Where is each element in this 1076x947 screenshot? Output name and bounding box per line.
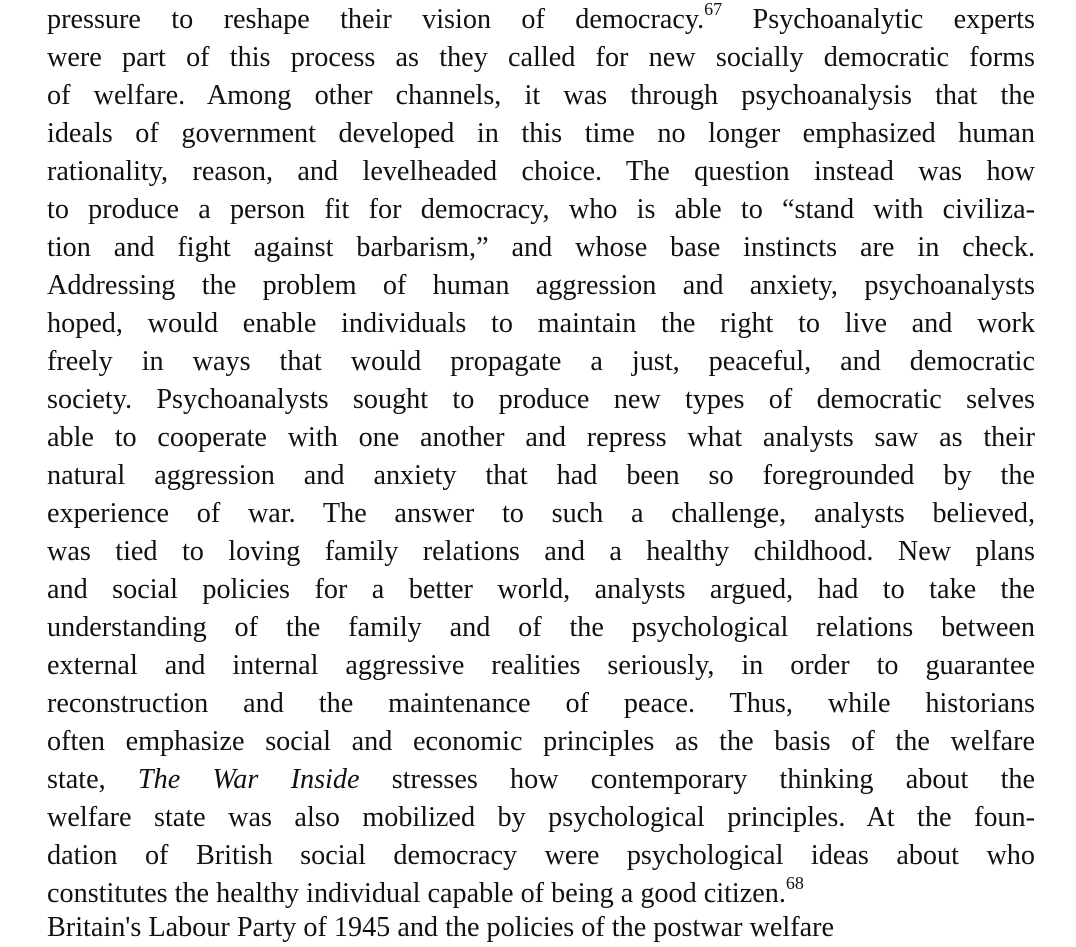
text-line: welfare state was also mobilized by psychological principles. At the foun- [47, 802, 1035, 833]
text-line: constitutes the healthy individual capable of being a good citizen.$^{68}$ [47, 872, 804, 909]
text-line: able to cooperate with one another and repress what analysts saw as their [47, 422, 1035, 453]
text-line: often emphasize social and economic principles as the basis of the welfare [47, 726, 1035, 757]
text-line: rationality, reason, and levelheaded choice. The question instead was how [47, 156, 1035, 187]
cut-off-line: Britain's Labour Party of 1945 and the policies of the postwar welfare [47, 912, 835, 943]
text-line: freely in ways that would propagate a just, peaceful, and democratic [47, 346, 1035, 377]
text-line: state, The War Inside stresses how contemporary thinking about the [47, 764, 1036, 795]
text-line: pressure to reshape their vision of democracy.$^{67}$ Psychoanalytic experts [47, 0, 1035, 35]
text-line: natural aggression and anxiety that had been so foregrounded by the [47, 460, 1035, 491]
book-title: The War Inside [137, 764, 360, 795]
text-line: reconstruction and the maintenance of peace. Thus, while historians [47, 688, 1035, 719]
text-line: were part of this process as they called for new socially democratic forms [47, 42, 1035, 73]
text-line: external and internal aggressive realities seriously, in order to guarantee [47, 650, 1035, 681]
text-line: ideals of government developed in this time no longer emphasized human [47, 118, 1035, 149]
footnote-marker[interactable]: 68 [785, 872, 804, 893]
text-line: to produce a person fit for democracy, who is able to “stand with civiliza- [47, 194, 1035, 225]
text-line: tion and fight against barbarism,” and whose base instincts are in check. [47, 232, 1035, 263]
text-line: Addressing the problem of human aggression and anxiety, psychoanalysts [47, 270, 1035, 301]
body-paragraph [47, 1, 1035, 913]
text-line: hoped, would enable individuals to maintain the right to live and work [47, 308, 1035, 339]
text-line: was tied to loving family relations and a healthy childhood. New plans [47, 536, 1035, 567]
text-line: dation of British social democracy were psychological ideas about who [47, 840, 1035, 871]
footnote-marker[interactable]: 67 [704, 0, 723, 19]
text-line: and social policies for a better world, analysts argued, had to take the [47, 574, 1035, 605]
text-line: society. Psychoanalysts sought to produce new types of democratic selves [47, 384, 1035, 415]
text-line: of welfare. Among other channels, it was through psychoanalysis that the [47, 80, 1035, 111]
text-line: understanding of the family and of the psychological relations between [47, 612, 1035, 643]
text-line: experience of war. The answer to such a challenge, analysts believed, [47, 498, 1035, 529]
